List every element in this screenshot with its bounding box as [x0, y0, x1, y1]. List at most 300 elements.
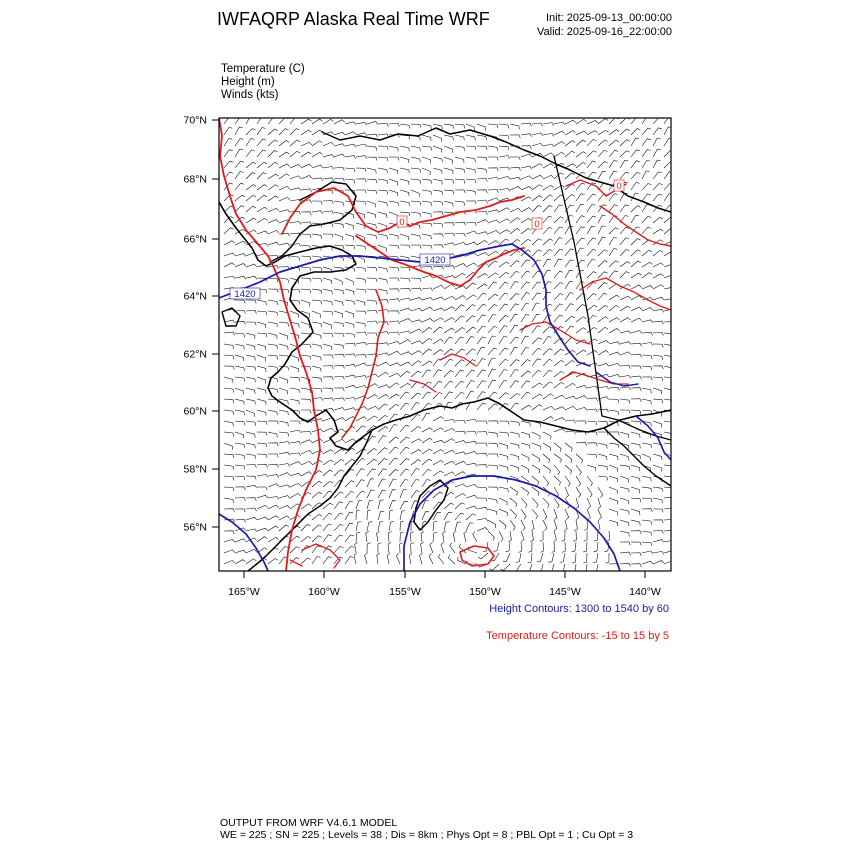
wind-barb — [488, 369, 496, 377]
wind-barb — [488, 177, 499, 180]
wind-barb — [664, 299, 675, 302]
wind-barb — [598, 250, 608, 256]
wind-barb — [422, 266, 432, 269]
wind-barb — [554, 249, 563, 256]
wind-barb — [433, 146, 442, 153]
wind-barb — [411, 469, 420, 476]
wind-barb — [345, 245, 355, 249]
wind-barb — [594, 542, 598, 552]
wind-barb — [301, 267, 311, 271]
wind-barb — [279, 186, 290, 190]
wind-barb — [521, 392, 530, 399]
wind-barb — [510, 271, 519, 278]
wind-barb — [532, 271, 541, 278]
wind-barb — [466, 431, 476, 434]
wind-barb — [488, 294, 498, 300]
wind-barb — [499, 135, 509, 139]
wind-barb — [378, 385, 389, 388]
wind-barb — [257, 474, 268, 477]
wind-barb — [389, 458, 398, 465]
wind-barb — [334, 154, 345, 157]
wind-barb — [642, 320, 653, 323]
wind-barb — [422, 124, 431, 129]
wind-barb — [246, 264, 257, 267]
wind-barb — [609, 509, 618, 515]
wind-barb — [620, 476, 629, 483]
wind-barb — [631, 465, 640, 471]
wind-barb — [653, 263, 664, 267]
wind-barb — [587, 476, 593, 486]
wind-barb — [345, 512, 353, 520]
wind-barb — [409, 553, 412, 564]
wind-barb — [653, 366, 663, 369]
wind-barb — [422, 298, 433, 301]
wind-barb — [389, 245, 399, 249]
wind-barb — [279, 525, 289, 531]
wind-barb — [257, 537, 267, 542]
wind-barb — [378, 267, 387, 272]
wind-barb — [597, 520, 600, 531]
wind-barb — [620, 262, 630, 267]
wind-barb — [499, 304, 508, 311]
wind-barb — [235, 399, 244, 405]
wind-barb — [521, 166, 532, 169]
wind-barb — [378, 343, 389, 346]
wind-barb — [444, 233, 455, 236]
wind-barb — [499, 262, 509, 267]
wind-barb — [246, 549, 257, 553]
wind-barbs — [224, 116, 675, 574]
wind-barb — [268, 421, 278, 424]
wind-barb — [444, 201, 453, 207]
wind-barb — [521, 498, 527, 508]
wind-barb — [521, 454, 529, 461]
wind-barb — [532, 509, 538, 519]
wind-barb — [378, 500, 384, 509]
wind-barb — [565, 151, 575, 157]
wind-barb — [246, 498, 256, 501]
wind-barb — [433, 297, 444, 300]
wind-barb — [235, 241, 246, 245]
wind-barb — [323, 524, 332, 531]
wind-barb — [444, 157, 452, 164]
wind-barb — [367, 134, 378, 137]
wind-barb — [268, 526, 278, 531]
wind-barb — [499, 509, 507, 516]
wind-barb — [334, 168, 344, 171]
wind-barb — [378, 289, 387, 294]
wind-barb — [279, 129, 289, 135]
wind-barb — [224, 332, 235, 335]
wind-barb — [235, 161, 244, 168]
lat-label: 60°N — [183, 405, 207, 418]
wind-barb — [312, 439, 323, 443]
wind-barb — [235, 344, 244, 350]
wind-barb — [510, 360, 520, 366]
wind-barb — [433, 135, 441, 142]
wind-barb — [268, 289, 278, 292]
wind-barb — [565, 293, 574, 300]
wind-barb — [521, 187, 532, 191]
wind-barb — [411, 491, 420, 498]
wind-barb — [345, 354, 356, 357]
wind-barb — [653, 194, 662, 201]
wind-barb — [257, 443, 267, 447]
wind-barb — [301, 278, 311, 282]
wind-barb — [235, 206, 245, 212]
wind-barb — [620, 249, 629, 256]
wind-barb — [444, 243, 455, 246]
wind-barb — [378, 372, 388, 377]
wind-barb — [598, 140, 608, 146]
wind-barb — [532, 239, 542, 245]
wind-barb — [356, 417, 367, 421]
wind-barb — [246, 432, 255, 438]
wind-barb — [664, 355, 673, 360]
wind-barb — [477, 157, 487, 161]
wind-barb — [367, 479, 374, 487]
temperature-contour-bristol — [290, 544, 340, 568]
wind-barb — [499, 498, 507, 505]
wind-barb — [411, 460, 421, 466]
wind-barb — [664, 399, 674, 404]
wind-barb — [433, 449, 444, 454]
wind-barb — [576, 454, 583, 463]
wind-barb — [400, 511, 405, 520]
wind-barb — [587, 161, 596, 168]
wind-barb — [499, 359, 508, 366]
wind-barb — [389, 479, 397, 487]
wind-barb — [642, 509, 652, 512]
wind-barb — [664, 432, 673, 437]
wind-barb — [477, 487, 487, 491]
wind-barb — [312, 267, 322, 271]
wind-barb — [609, 375, 620, 378]
wind-barb — [503, 553, 510, 561]
wind-barb — [664, 287, 675, 290]
wind-barb — [356, 267, 366, 272]
wind-barb — [554, 271, 563, 278]
wind-barb — [620, 366, 630, 369]
wind-barb — [548, 553, 554, 562]
wind-barb — [609, 249, 617, 257]
wind-barb — [356, 168, 366, 172]
wind-barb — [367, 278, 377, 282]
wind-barb — [532, 123, 543, 126]
wind-barb — [268, 196, 278, 201]
wind-barb — [257, 464, 268, 467]
wind-barb — [356, 522, 361, 531]
wind-barb — [377, 531, 380, 542]
wind-barb — [587, 294, 597, 300]
wind-barb — [631, 307, 642, 311]
wind-barb — [510, 443, 519, 449]
wind-barb — [598, 498, 601, 509]
wind-barb — [554, 293, 563, 300]
wind-barb — [411, 341, 422, 344]
wind-barb — [455, 222, 466, 225]
wind-barb — [257, 322, 266, 328]
wind-barb — [609, 271, 618, 278]
lat-label: 64°N — [183, 290, 207, 303]
wind-barb — [642, 273, 652, 278]
wind-barb — [312, 344, 322, 349]
wind-barb — [587, 272, 597, 278]
wind-barb — [378, 168, 387, 173]
wind-barb — [301, 410, 311, 413]
wind-barb — [606, 553, 609, 563]
wind-barb — [400, 168, 409, 173]
wind-barb — [543, 259, 551, 267]
wind-barb — [422, 370, 431, 377]
wind-barb — [246, 443, 255, 448]
wind-barb — [664, 508, 675, 511]
wind-barb — [290, 165, 301, 169]
wind-barb — [400, 298, 411, 301]
wind-barb — [224, 366, 234, 370]
wind-barb — [388, 543, 391, 554]
wind-barb — [499, 124, 509, 128]
lat-label: 70°N — [183, 114, 207, 127]
height-label-west: 1420 — [234, 289, 256, 300]
wind-barb — [477, 220, 488, 223]
wind-barb — [653, 377, 663, 381]
wind-barb — [528, 553, 532, 563]
wind-barb — [290, 442, 301, 445]
wind-barb — [433, 440, 444, 443]
wind-barb — [246, 276, 257, 279]
wind-barb — [279, 197, 290, 201]
wind-barb — [356, 201, 366, 205]
wind-barb — [609, 194, 618, 201]
wind-barb — [598, 293, 607, 300]
wind-barb — [455, 452, 466, 455]
wind-barb — [433, 245, 443, 248]
wind-barb — [235, 139, 244, 146]
wind-barb — [400, 308, 411, 311]
wind-barb — [224, 443, 232, 450]
wind-barb — [620, 272, 630, 278]
wind-barb — [334, 546, 343, 553]
wind-barb — [554, 443, 561, 452]
wind-barb — [345, 535, 354, 542]
wind-barb — [521, 154, 532, 157]
wind-barb — [543, 144, 554, 147]
wind-barb — [587, 121, 598, 125]
wind-barb — [609, 305, 619, 311]
wind-barb — [312, 311, 320, 318]
wind-barb — [290, 430, 301, 433]
wind-barb — [510, 454, 519, 460]
wind-barb — [444, 328, 454, 333]
wind-barb — [367, 449, 377, 455]
wind-barb — [356, 278, 366, 283]
wind-barb — [334, 144, 345, 147]
wind-barb — [268, 366, 278, 371]
init-time: Init: 2025-09-13_00:00:00 — [546, 12, 672, 24]
longitude-labels — [228, 586, 661, 598]
wind-barb — [631, 138, 639, 146]
wind-barb — [444, 472, 455, 476]
wind-barb — [356, 480, 365, 487]
wind-barb — [422, 382, 432, 388]
wind-barb — [378, 436, 387, 443]
wind-barb — [389, 522, 394, 532]
wind-barb — [554, 349, 564, 355]
wind-barb — [224, 150, 233, 157]
wind-barb — [609, 237, 617, 245]
wind-barb — [664, 476, 674, 480]
wind-barb — [543, 153, 554, 157]
wind-barb — [268, 496, 279, 499]
map-title: IWFAQRP Alaska Real Time WRF — [217, 9, 490, 29]
wind-barb — [290, 462, 301, 465]
wind-barb — [642, 150, 651, 157]
wind-barb — [488, 168, 498, 171]
wind-barb — [378, 157, 388, 161]
wind-barb — [653, 229, 663, 234]
wind-barb — [334, 502, 343, 509]
wind-barb — [510, 509, 516, 519]
wind-barb — [279, 344, 288, 350]
wind-barb — [224, 498, 234, 503]
wind-barb — [334, 524, 343, 531]
wind-barb — [257, 173, 267, 179]
wind-barb — [323, 278, 332, 284]
wind-barb — [653, 285, 664, 289]
wind-barb — [301, 450, 312, 454]
wind-barb — [576, 487, 581, 497]
wind-barb — [400, 371, 410, 377]
wind-barb — [312, 557, 320, 565]
wind-barb — [587, 226, 595, 234]
wind-barb — [389, 168, 398, 174]
wind-barb — [268, 129, 278, 135]
wind-barb — [653, 551, 664, 554]
wind-barb — [488, 220, 499, 223]
wind-barb — [356, 469, 365, 476]
wind-barb — [345, 398, 356, 401]
wind-barb — [433, 168, 442, 174]
wind-barb — [235, 172, 244, 179]
wind-barb — [631, 487, 640, 493]
wind-barb — [455, 431, 466, 434]
wind-barb — [466, 441, 477, 444]
wind-barb — [488, 380, 496, 388]
wind-barb — [334, 201, 344, 206]
wind-barb — [268, 140, 278, 146]
wind-barb — [609, 295, 619, 300]
wind-barb — [565, 509, 569, 520]
wind-barb — [466, 222, 476, 225]
wind-barb — [521, 336, 529, 344]
wind-barb — [609, 399, 619, 403]
wind-barb — [224, 253, 235, 256]
wind-barb — [477, 453, 488, 456]
wind-barb — [620, 399, 630, 404]
wind-barb — [312, 419, 323, 422]
wind-barb — [631, 388, 641, 391]
wind-barb — [433, 460, 444, 465]
wind-barb — [664, 344, 673, 349]
wind-barb — [664, 443, 674, 448]
wind-barb — [499, 326, 508, 333]
wind-barb — [334, 333, 344, 337]
wind-barb — [367, 310, 377, 313]
wind-barb — [477, 498, 487, 501]
wind-barb — [290, 129, 300, 135]
wind-barb — [378, 479, 386, 487]
wind-barb — [356, 500, 362, 509]
wind-barb — [620, 238, 629, 245]
wind-barb — [334, 223, 344, 228]
wind-barb — [290, 188, 301, 191]
wind-barb — [345, 322, 354, 328]
wind-barb — [609, 140, 619, 146]
wind-barb — [593, 564, 598, 573]
wind-barb — [554, 238, 563, 245]
wind-barb — [378, 179, 388, 184]
wind-barb — [378, 404, 388, 410]
wind-barb — [552, 542, 555, 553]
wind-barb — [455, 179, 465, 183]
wind-barb — [565, 431, 576, 434]
wind-barb — [477, 284, 487, 289]
wind-barb — [477, 528, 488, 532]
wind-barb — [422, 234, 431, 239]
height-legend: Height Contours: 1300 to 1540 by 60 — [489, 603, 669, 615]
wind-barb — [587, 465, 596, 471]
footer-model: OUTPUT FROM WRF V4.6.1 MODEL — [220, 817, 398, 829]
wind-barb — [532, 405, 542, 410]
wind-barb — [257, 528, 268, 531]
wind-barb — [334, 120, 345, 124]
wind-barb — [631, 366, 641, 369]
wind-barb — [224, 128, 232, 136]
wind-barb — [257, 495, 268, 498]
wind-barb — [235, 432, 244, 438]
wind-barb — [466, 495, 477, 498]
wind-barb — [389, 212, 397, 219]
wind-barb — [576, 317, 586, 322]
wind-barb — [290, 453, 301, 456]
height-contour-low — [404, 476, 620, 571]
wind-barb — [356, 385, 367, 388]
wind-barb — [587, 151, 597, 157]
wind-barb — [537, 553, 543, 562]
wind-barb — [246, 206, 256, 212]
wind-barb — [378, 201, 387, 206]
wind-barb — [598, 327, 608, 333]
wind-barb — [631, 443, 640, 448]
wind-barb — [488, 443, 498, 447]
wind-barb — [521, 360, 531, 366]
wind-barb — [587, 350, 598, 355]
wind-barb — [422, 428, 433, 432]
wind-barb — [466, 146, 476, 150]
wind-barb — [477, 253, 488, 257]
wind-barb — [312, 355, 321, 361]
wind-barb — [576, 465, 581, 475]
wind-barb — [510, 498, 517, 507]
wind-barb — [411, 351, 422, 355]
wind-barb — [572, 564, 576, 574]
wind-barb — [642, 366, 652, 370]
wind-barb — [598, 341, 609, 345]
wind-barb — [367, 190, 377, 194]
wind-barb — [620, 410, 630, 413]
wind-barb — [609, 387, 620, 390]
